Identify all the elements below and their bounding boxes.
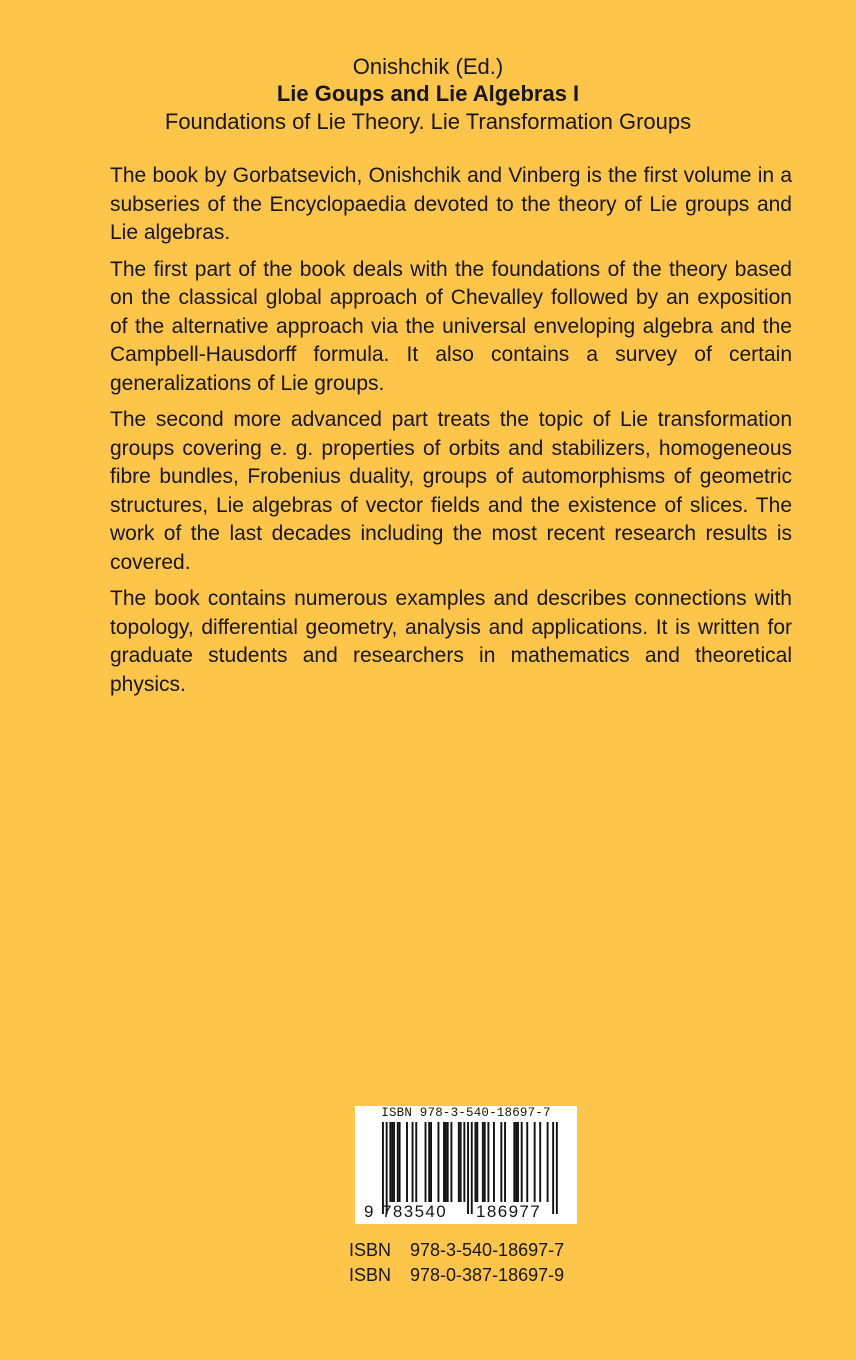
barcode-bar [445, 1122, 447, 1202]
isbn-number: 978-3-540-18697-7 [410, 1240, 565, 1260]
barcode-bar [460, 1122, 462, 1202]
barcode-digit-lead: 9 [364, 1202, 374, 1221]
barcode-bar [391, 1122, 393, 1202]
barcode-bar [458, 1122, 460, 1202]
barcode-bar [443, 1122, 445, 1202]
book-subtitle: Foundations of Lie Theory. Lie Transformation Groups [164, 109, 692, 134]
barcode-bar [430, 1122, 432, 1202]
blurb-paragraph: The book contains numerous examples and describes connections with topology, differential geometry, analysis and applications. It is written for graduate students and researchers in mathematics and theoretical physics. [110, 587, 792, 696]
barcode-bar [517, 1122, 519, 1202]
editor-name: Onishchik (Ed.) [352, 54, 504, 79]
barcode-bar [534, 1122, 536, 1202]
blurb-paragraph: The book by Gorbatsevich, Onishchik and Vinberg is the first volume in a subseries of the Encyclopaedia devoted to the theory of Lie groups and Lie algebras. [110, 164, 792, 244]
barcode-digits-left: 783540 [382, 1202, 448, 1221]
barcode-bar [500, 1122, 502, 1202]
barcode-guard-bar [471, 1122, 473, 1214]
barcode-bar [399, 1122, 401, 1202]
book-title: Lie Goups and Lie Algebras I [276, 81, 580, 106]
isbn-number: 978-0-387-18697-9 [410, 1265, 565, 1285]
barcode-guard-bar [467, 1122, 469, 1214]
barcode-bar [393, 1122, 395, 1202]
barcode-bar [521, 1122, 523, 1202]
barcode-bar [482, 1122, 484, 1202]
barcode-bar [476, 1122, 478, 1202]
blurb-paragraph: The second more advanced part treats the topic of Lie transformation groups covering e. g. properties of orbits and stabilizers, homogeneous fibre bundles, Frobenius duality, groups of automorphisms of geometric structures, Lie algebras of vector fields and the existence of slices. The work of the last decades including the most recent research results is covered. [110, 408, 792, 574]
barcode-bar [513, 1122, 515, 1202]
barcode-guard-bar [386, 1122, 388, 1214]
barcode-bar [463, 1122, 465, 1202]
barcode-bar [504, 1122, 506, 1202]
barcode-bar [493, 1122, 495, 1202]
barcode-bar [412, 1122, 414, 1202]
barcode-bar [438, 1122, 440, 1202]
barcode-bar [475, 1122, 477, 1202]
barcode-guard-bar [382, 1122, 384, 1214]
barcode-bar [389, 1122, 391, 1202]
barcode-digits-right: 186977 [476, 1202, 542, 1221]
isbn-label: ISBN [349, 1265, 392, 1285]
barcode-bar [487, 1122, 489, 1202]
barcode-bar [425, 1122, 427, 1202]
barcode-bar [515, 1122, 517, 1202]
barcode-bar [539, 1122, 541, 1202]
barcode-bar [547, 1122, 549, 1202]
barcode-bar [450, 1122, 452, 1202]
description-blurb [110, 162, 792, 707]
isbn-barcode [355, 1106, 577, 1224]
barcode-bar [447, 1122, 449, 1202]
barcode-bar [484, 1122, 486, 1202]
barcode-bar [526, 1122, 528, 1202]
barcode-guard-bar [556, 1122, 558, 1214]
barcode-bar [415, 1122, 417, 1202]
barcode-bar [428, 1122, 430, 1202]
barcode-guard-bar [552, 1122, 554, 1214]
barcode-bar [397, 1122, 399, 1202]
barcode-digits [355, 1202, 577, 1222]
blurb-paragraph: The first part of the book deals with the foundations of the theory based on the classical global approach of Chevalley followed by an exposition of the alternative approach via the universal enveloping algebra and the Campbell-Hausdorff formula. It also contains a survey of certain generalizations of Lie groups. [110, 257, 792, 395]
barcode-isbn-text: ISBN 978-3-540-18697-7 [381, 1106, 551, 1120]
isbn-label: ISBN [349, 1240, 392, 1260]
barcode-bar [406, 1122, 408, 1202]
